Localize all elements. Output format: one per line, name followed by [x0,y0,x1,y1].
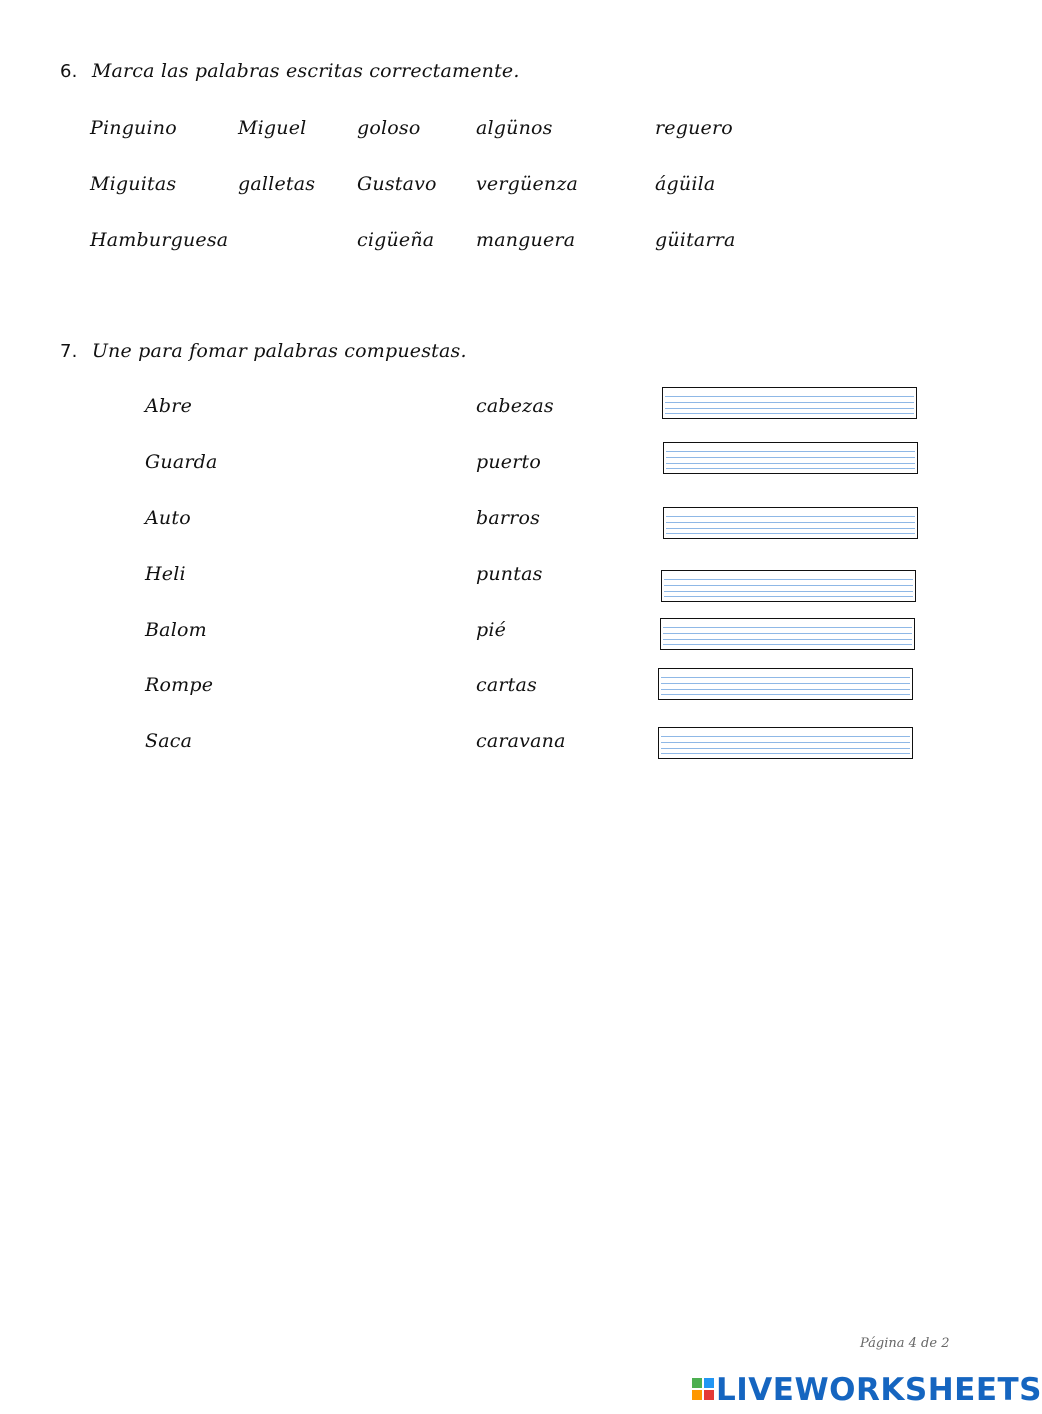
liveworksheets-logo-icon [692,1378,714,1400]
word-option[interactable]: ágüila [655,173,716,195]
guide-line [666,528,915,529]
guide-line [661,694,910,695]
question-6-heading [60,60,520,82]
question-6-number: 6. [60,61,78,82]
guide-line [666,522,915,523]
word-option[interactable]: Miguel [238,117,307,139]
guide-line [661,748,910,749]
left-word[interactable]: Rompe [145,674,214,696]
guide-line [666,451,915,452]
brand-wordmark: LIVEWORKSHEETS [716,1372,1042,1408]
guide-line [665,396,914,397]
right-word[interactable]: puntas [476,563,543,585]
answer-box[interactable] [663,442,918,474]
guide-line [661,683,910,684]
guide-line [664,585,913,586]
right-word[interactable]: puerto [476,451,542,473]
guide-line [664,596,913,597]
answer-box[interactable] [663,507,918,539]
word-option[interactable]: Pinguino [90,117,177,139]
word-option[interactable]: güitarra [655,229,736,251]
right-word[interactable]: cabezas [476,395,554,417]
guide-line [663,644,912,645]
guide-line [665,413,914,414]
answer-box[interactable] [658,727,913,759]
guide-line [661,689,910,690]
question-7-instruction: Une para fomar palabras compuestas. [91,340,467,362]
word-option[interactable]: Hamburguesa [90,229,229,251]
left-word[interactable]: Guarda [145,451,218,473]
left-word[interactable]: Abre [145,395,193,417]
question-7-heading [60,340,467,362]
answer-box[interactable] [662,387,917,419]
word-option[interactable]: Miguitas [90,173,177,195]
word-option[interactable]: cigüeña [357,229,435,251]
left-word[interactable]: Auto [145,507,191,529]
guide-line [661,742,910,743]
guide-line [665,402,914,403]
guide-line [663,627,912,628]
guide-line [666,533,915,534]
word-option[interactable]: Gustavo [357,173,437,195]
word-option[interactable]: galletas [238,173,316,195]
word-option[interactable]: vergüenza [476,173,579,195]
guide-line [666,457,915,458]
guide-line [661,753,910,754]
guide-line [666,468,915,469]
left-word[interactable]: Saca [145,730,193,752]
guide-line [666,463,915,464]
answer-box[interactable] [658,668,913,700]
right-word[interactable]: barros [476,507,541,529]
question-6-instruction: Marca las palabras escritas correctamente. [91,60,520,82]
guide-line [664,591,913,592]
left-word[interactable]: Heli [145,563,186,585]
guide-line [665,408,914,409]
guide-line [661,736,910,737]
word-option[interactable]: reguero [655,117,733,139]
question-7-number: 7. [60,341,78,362]
word-option[interactable]: manguera [476,229,576,251]
word-option[interactable]: algünos [476,117,553,139]
right-word[interactable]: pié [476,619,507,641]
guide-line [663,639,912,640]
right-word[interactable]: cartas [476,674,537,696]
guide-line [661,677,910,678]
answer-box[interactable] [660,618,915,650]
answer-box[interactable] [661,570,916,602]
guide-line [666,516,915,517]
guide-line [663,633,912,634]
right-word[interactable]: caravana [476,730,566,752]
page-number: Página 4 de 2 [860,1336,950,1351]
left-word[interactable]: Balom [145,619,207,641]
guide-line [664,579,913,580]
word-option[interactable]: goloso [357,117,421,139]
